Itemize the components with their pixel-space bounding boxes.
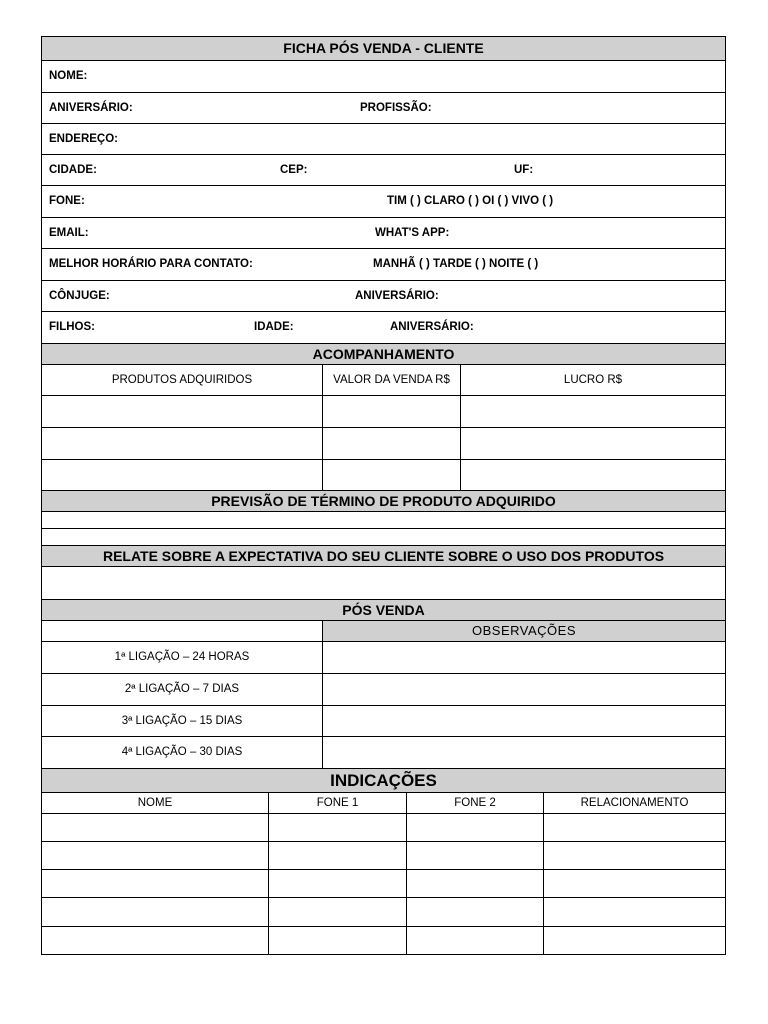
observacoes-header: OBSERVAÇÕES xyxy=(323,621,725,641)
acompanhamento-columns xyxy=(42,365,725,396)
nome-label: NOME: xyxy=(49,70,88,82)
valor-cell[interactable] xyxy=(323,428,461,459)
col-fone2: FONE 2 xyxy=(407,793,544,813)
previsao-line[interactable] xyxy=(42,529,725,546)
uf-label: UF: xyxy=(514,164,534,176)
form-title: FICHA PÓS VENDA - CLIENTE xyxy=(42,37,725,61)
fone-label: FONE: xyxy=(49,195,85,207)
ligacao-row[interactable] xyxy=(42,706,725,737)
lucro-cell[interactable] xyxy=(461,396,725,427)
produto-cell[interactable] xyxy=(42,460,323,490)
fone1-cell[interactable] xyxy=(269,898,407,926)
col-produtos: PRODUTOS ADQUIRIDOS xyxy=(42,365,323,395)
previsao-line[interactable] xyxy=(42,512,725,529)
col-fone1: FONE 1 xyxy=(269,793,407,813)
table-row[interactable] xyxy=(42,428,725,460)
indicacoes-columns xyxy=(42,793,725,814)
operadoras-options[interactable]: TIM ( ) CLARO ( ) OI ( ) VIVO ( ) xyxy=(387,195,554,207)
ligacao-col-header xyxy=(42,621,323,641)
table-row[interactable] xyxy=(42,460,725,491)
cidade-label: CIDADE: xyxy=(49,164,97,176)
idade-label: IDADE: xyxy=(254,321,294,333)
fone2-cell[interactable] xyxy=(407,898,544,926)
col-valor: VALOR DA VENDA R$ xyxy=(323,365,461,395)
nome-cell[interactable] xyxy=(42,814,269,841)
filhos-label: FILHOS: xyxy=(49,321,95,333)
ligacao-label: 1ª LIGAÇÃO – 24 HORAS xyxy=(42,642,323,673)
nome-cell[interactable] xyxy=(42,927,269,954)
relacionamento-cell[interactable] xyxy=(544,814,725,841)
filhos-row[interactable] xyxy=(42,312,725,344)
ligacao-row[interactable] xyxy=(42,674,725,706)
fone1-cell[interactable] xyxy=(269,842,407,869)
pos-venda-header: PÓS VENDA xyxy=(42,600,725,621)
fone2-cell[interactable] xyxy=(407,870,544,897)
observacao-cell[interactable] xyxy=(323,737,725,768)
profissao-label: PROFISSÃO: xyxy=(360,102,432,114)
relacionamento-cell[interactable] xyxy=(544,898,725,926)
fone1-cell[interactable] xyxy=(269,814,407,841)
col-nome: NOME xyxy=(42,793,269,813)
valor-cell[interactable] xyxy=(323,396,461,427)
table-row[interactable] xyxy=(42,814,725,842)
valor-cell[interactable] xyxy=(323,460,461,490)
periodos-options[interactable]: MANHÃ ( ) TARDE ( ) NOITE ( ) xyxy=(373,258,539,270)
ligacao-label: 2ª LIGAÇÃO – 7 DIAS xyxy=(42,674,323,705)
melhor-horario-label: MELHOR HORÁRIO PARA CONTATO: xyxy=(49,258,253,270)
produto-cell[interactable] xyxy=(42,428,323,459)
aniversario-label: ANIVERSÁRIO: xyxy=(49,102,133,114)
observacao-cell[interactable] xyxy=(323,642,725,673)
whatsapp-label: WHAT'S APP: xyxy=(375,227,450,239)
nome-cell[interactable] xyxy=(42,842,269,869)
table-row[interactable] xyxy=(42,927,725,954)
ligacao-row[interactable] xyxy=(42,737,725,769)
fone2-cell[interactable] xyxy=(407,814,544,841)
indicacoes-header: INDICAÇÕES xyxy=(42,769,725,793)
ligacao-label: 3ª LIGAÇÃO – 15 DIAS xyxy=(42,706,323,736)
pos-venda-form xyxy=(41,36,726,955)
observacao-cell[interactable] xyxy=(323,706,725,736)
aniversario-conjuge-label: ANIVERSÁRIO: xyxy=(355,290,439,302)
ligacao-row[interactable] xyxy=(42,642,725,674)
table-row[interactable] xyxy=(42,870,725,898)
produto-cell[interactable] xyxy=(42,396,323,427)
conjuge-label: CÔNJUGE: xyxy=(49,290,110,302)
fone-row[interactable] xyxy=(42,186,725,218)
previsao-header: PREVISÃO DE TÉRMINO DE PRODUTO ADQUIRIDO xyxy=(42,491,725,512)
aniversario-profissao-row[interactable] xyxy=(42,93,725,124)
cep-label: CEP: xyxy=(280,164,308,176)
table-row[interactable] xyxy=(42,898,725,927)
relate-header: RELATE SOBRE A EXPECTATIVA DO SEU CLIENTE SOBRE O USO DOS PRODUTOS xyxy=(42,546,725,567)
col-relacionamento: RELACIONAMENTO xyxy=(580,797,689,809)
aniversario-filhos-label: ANIVERSÁRIO: xyxy=(390,321,474,333)
fone1-cell[interactable] xyxy=(269,927,407,954)
nome-cell[interactable] xyxy=(42,898,269,926)
observacao-cell[interactable] xyxy=(323,674,725,705)
relacionamento-cell[interactable] xyxy=(544,870,725,897)
nome-cell[interactable] xyxy=(42,870,269,897)
fone2-cell[interactable] xyxy=(407,842,544,869)
fone1-cell[interactable] xyxy=(269,870,407,897)
acompanhamento-header: ACOMPANHAMENTO xyxy=(42,344,725,365)
col-lucro: LUCRO R$ xyxy=(563,374,623,386)
relate-field[interactable] xyxy=(42,567,725,600)
email-row[interactable] xyxy=(42,218,725,249)
endereco-row[interactable] xyxy=(42,124,725,155)
relacionamento-cell[interactable] xyxy=(544,842,725,869)
conjuge-row[interactable] xyxy=(42,281,725,312)
lucro-cell[interactable] xyxy=(461,460,725,490)
nome-row[interactable] xyxy=(42,61,725,93)
pos-venda-subheader xyxy=(42,621,725,642)
endereco-label: ENDEREÇO: xyxy=(49,133,119,145)
fone2-cell[interactable] xyxy=(407,927,544,954)
horario-row[interactable] xyxy=(42,249,725,281)
table-row[interactable] xyxy=(42,396,725,428)
ligacao-label: 4ª LIGAÇÃO – 30 DIAS xyxy=(42,737,323,768)
cidade-row[interactable] xyxy=(42,155,725,186)
email-label: EMAIL: xyxy=(49,227,89,239)
table-row[interactable] xyxy=(42,842,725,870)
relacionamento-cell[interactable] xyxy=(544,927,725,954)
lucro-cell[interactable] xyxy=(461,428,725,459)
